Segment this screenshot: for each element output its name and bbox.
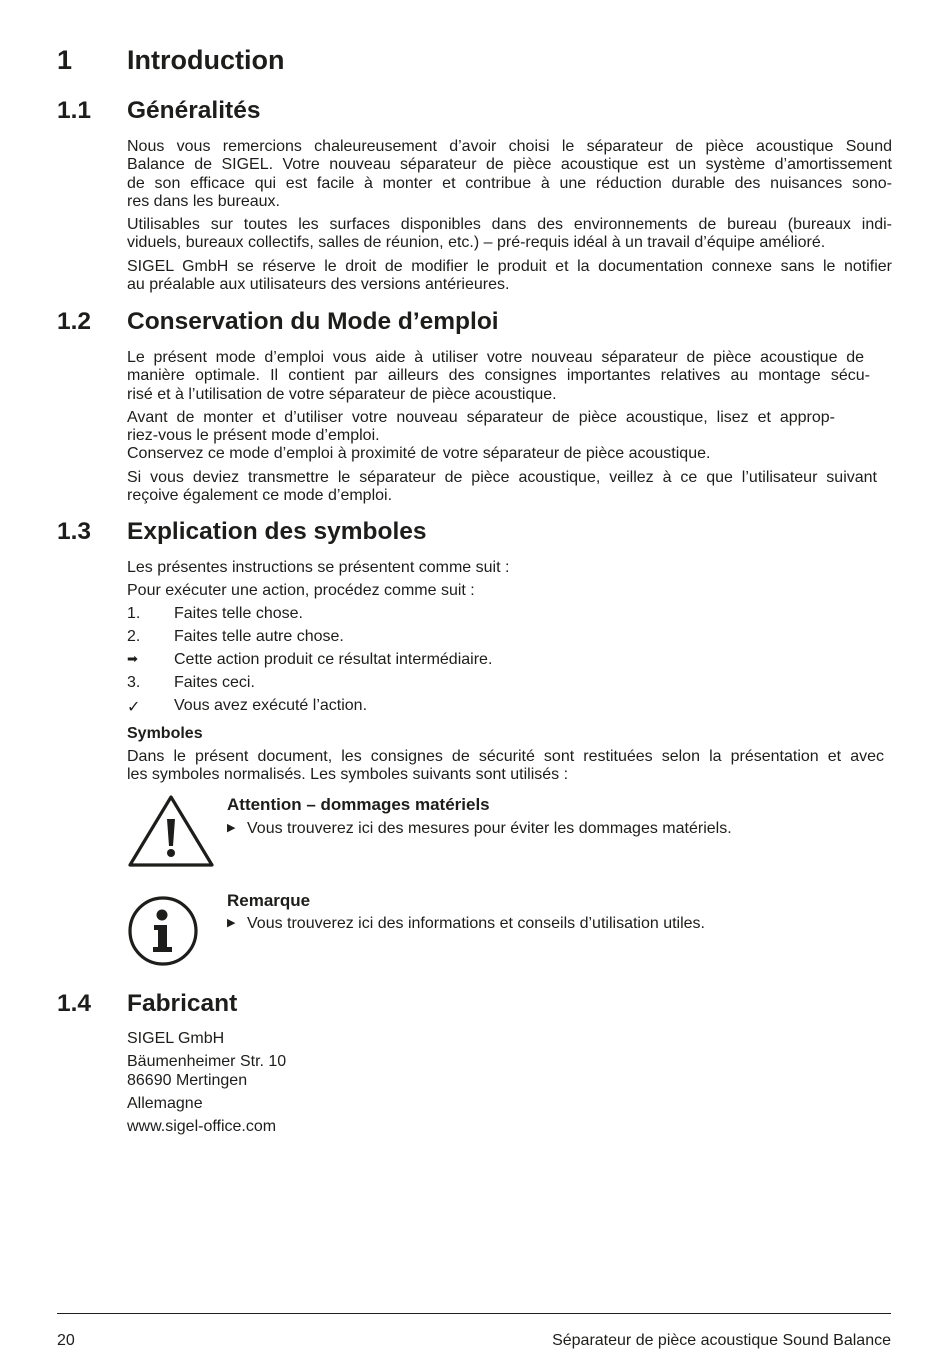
text-line: Conservez ce mode d’emploi à proximité de votre séparateur de pièce acoustique. [127,445,711,463]
company-name: SIGEL GmbH [127,1030,225,1047]
step-text: Vous avez exécuté l’action. [174,697,368,714]
paragraph [127,216,892,253]
symbols-description [127,748,892,785]
remarque-item [227,915,705,933]
text-line: Utilisables sur toutes les surfaces disponibles dans des environnements de bureau (bureaux indi- [127,216,892,234]
text-line: Avant de monter et d’utiliser votre nouveau séparateur de pièce acoustique, lisez et approp- [127,408,835,426]
footer-doc-title: Séparateur de pièce acoustique Sound Balance [552,1332,891,1349]
attention-item [227,820,732,838]
text-line: au préalable aux utilisateurs des versions antérieures. [127,276,510,294]
step-text: Faites ceci. [174,674,255,691]
footer-divider [57,1313,891,1314]
text-line: viduels, bureaux collectifs, salles de réunion, etc.) – pré-requis idéal à un travail d’équipe amélioré. [127,234,826,252]
triangle-bullet-icon: ▶ [227,822,236,834]
text-line: SIGEL GmbH se réserve le droit de modifier le produit et la documentation connexe sans le notifier [127,257,892,275]
section-number: 1 [57,45,73,75]
text-line: Balance de SIGEL. Votre nouveau séparateur de pièce acoustique est un système d’amortissement [127,156,892,174]
step-text: Faites telle autre chose. [174,628,344,645]
section-title: Introduction [127,45,285,75]
text-line: risé et à l’utilisation de votre séparateur de pièce acoustique. [127,385,557,403]
country: Allemagne [127,1095,203,1112]
subsection-title: Conservation du Mode d’emploi [127,308,499,335]
subsection-title: Généralités [127,97,261,124]
arrow-right-icon: ➡ [127,651,138,666]
paragraph [127,409,892,464]
action-intro: Pour exécuter une action, procédez comme suit : [127,582,475,599]
remarque-text: Vous trouverez ici des informations et conseils d’utilisation utiles. [247,915,705,932]
paragraph [127,138,892,211]
attention-title: Attention – dommages matériels [227,795,490,814]
instructions-intro: Les présentes instructions se présentent comme suit : [127,559,510,576]
text-line: Nous vous remercions chaleureusement d’avoir choisi le séparateur de pièce acoustique Sound [127,138,892,155]
text-line: de son efficace qui est facile à monter et contribue à une réduction durable des nuisances sono- [127,174,892,192]
paragraph [127,469,892,506]
page-number: 20 [57,1332,75,1349]
step-marker: 2. [127,628,141,645]
checkmark-icon: ✓ [127,699,141,716]
text-line: Le présent mode d’emploi vous aide à utiliser votre nouveau séparateur de pièce acoustique de [127,349,864,366]
text-line: Si vous deviez transmettre le séparateur de pièce acoustique, veillez à ce que l’utilisateur suivant [127,468,877,486]
paragraph [127,258,892,295]
conservation-body [127,349,892,510]
text-line: les symboles normalisés. Les symboles suivants sont utilisés : [127,766,569,784]
remarque-title: Remarque [227,891,311,910]
step-marker: 3. [127,674,141,691]
generalites-body [127,138,892,299]
step-marker: 1. [127,605,141,622]
step-text: Faites telle chose. [174,605,303,622]
paragraph [127,349,892,404]
symbols-heading: Symboles [127,725,203,742]
subsection-number: 1.3 [57,518,92,545]
subsection-title: Explication des symboles [127,518,427,545]
text-line: Dans le présent document, les consignes de sécurité sont restituées selon la présentation et avec [127,748,884,765]
text-line: reçoive également ce mode d’emploi. [127,487,393,505]
text-line: manière optimale. Il contient par ailleurs des consignes importantes relatives au montage sécu- [127,367,870,385]
subsection-title: Fabricant [127,990,238,1017]
warning-triangle-icon [127,794,215,868]
section-heading-introduction [57,45,284,76]
subsection-heading-generalites [57,97,260,125]
subsection-number: 1.2 [57,308,92,335]
subsection-heading-conservation [57,308,499,336]
website: www.sigel-office.com [127,1118,277,1135]
subsection-number: 1.1 [57,97,92,124]
text-line: riez-vous le présent mode d’emploi. [127,427,380,445]
triangle-bullet-icon: ▶ [227,917,236,929]
text-line: res dans les bureaux. [127,192,280,210]
step-text: Cette action produit ce résultat intermédiaire. [174,651,493,668]
subsection-heading-fabricant [57,990,237,1018]
subsection-heading-symboles [57,518,427,546]
attention-text: Vous trouverez ici des mesures pour éviter les dommages matériels. [247,820,732,837]
street-address: Bäumenheimer Str. 10 [127,1053,287,1070]
info-circle-icon [127,895,199,967]
subsection-number: 1.4 [57,990,92,1017]
city-address: 86690 Mertingen [127,1072,248,1089]
